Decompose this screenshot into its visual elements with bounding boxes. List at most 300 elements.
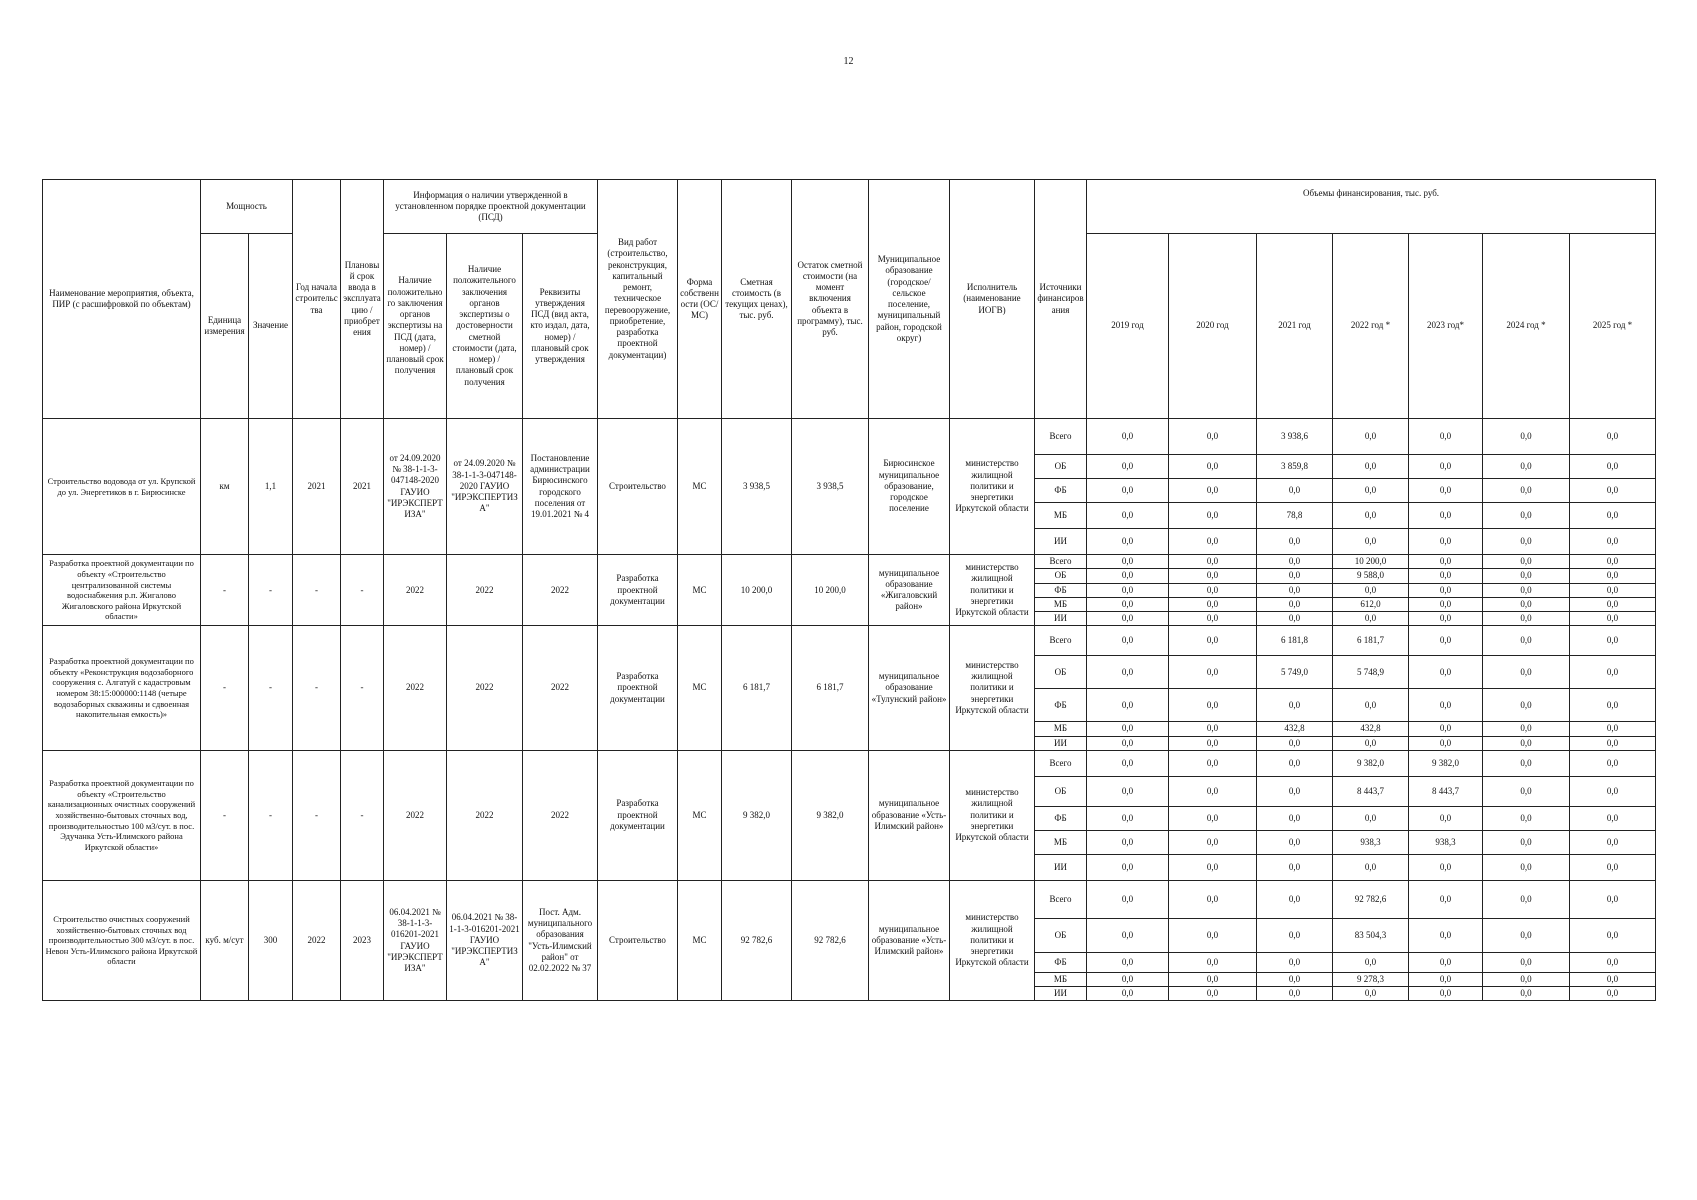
header-municipality: Муниципальное образование (городское/сельское поселение, муниципальный район, городской округ) — [869, 180, 950, 419]
funding-value: 0,0 — [1483, 555, 1570, 569]
funding-value: 78,8 — [1257, 503, 1333, 529]
funding-value: 0,0 — [1483, 880, 1570, 918]
funding-source: МБ — [1035, 722, 1087, 736]
planned-term-cell: - — [341, 555, 384, 626]
ownership-cell: МС — [678, 419, 722, 555]
funding-value: 0,0 — [1087, 419, 1169, 455]
header-psd-positive: Наличие положительного заключения органов экспертизы на ПСД (дата, номер) / плановый срок получения — [384, 234, 447, 419]
funding-value: 5 748,9 — [1333, 656, 1409, 689]
table-row — [43, 750, 1656, 776]
psd-requisites-cell: Постановление администрации Бирюсинского городского поселения от 19.01.2021 № 4 — [523, 419, 598, 555]
funding-value: 0,0 — [1570, 736, 1656, 750]
funding-source: МБ — [1035, 503, 1087, 529]
funding-value: 0,0 — [1169, 918, 1257, 952]
funding-value: 0,0 — [1333, 455, 1409, 479]
executor-cell: министерство жилищной политики и энергетики Иркутской области — [950, 555, 1035, 626]
funding-value: 0,0 — [1483, 529, 1570, 555]
header-year-start: Год начала строительства — [293, 180, 341, 419]
funding-value: 0,0 — [1483, 419, 1570, 455]
funding-value: 0,0 — [1169, 583, 1257, 597]
funding-value: 0,0 — [1087, 583, 1169, 597]
funding-value: 0,0 — [1409, 736, 1483, 750]
funding-value: 0,0 — [1169, 612, 1257, 626]
funding-value: 0,0 — [1409, 479, 1483, 503]
funding-value: 0,0 — [1409, 880, 1483, 918]
funding-value: 0,0 — [1087, 880, 1169, 918]
psd-reliability-cell: 2022 — [447, 555, 523, 626]
municipality-cell: муниципальное образование «Тулунский район» — [869, 626, 950, 751]
funding-value: 6 181,8 — [1257, 626, 1333, 656]
remaining-cost-cell: 92 782,6 — [792, 880, 869, 1001]
header-year-2020: 2020 год — [1169, 234, 1257, 419]
funding-source: ИИ — [1035, 854, 1087, 880]
funding-value: 0,0 — [1483, 626, 1570, 656]
funding-value: 5 749,0 — [1257, 656, 1333, 689]
header-executor: Исполнитель (наименование ИОГВ) — [950, 180, 1035, 419]
work-type-cell: Разработка проектной документации — [598, 750, 678, 880]
funding-value: 3 859,8 — [1257, 455, 1333, 479]
funding-value: 0,0 — [1087, 656, 1169, 689]
header-psd-reliability: Наличие положительного заключения органов экспертизы о достоверности сметной стоимости (дата, номер) / плановый срок получения — [447, 234, 523, 419]
funding-value: 3 938,6 — [1257, 419, 1333, 455]
funding-value: 0,0 — [1409, 806, 1483, 830]
header-capacity: Мощность — [201, 180, 293, 234]
object-name: Строительство очистных сооружений хозяйственно-бытовых сточных вод производительностью 300 м3/сут. в пос. Невон Усть-Илимского района Иркутской области — [43, 880, 201, 1001]
funding-source: ОБ — [1035, 569, 1087, 583]
funding-value: 0,0 — [1257, 736, 1333, 750]
work-type-cell: Разработка проектной документации — [598, 626, 678, 751]
header-source: Источники финансирования — [1035, 180, 1087, 419]
funding-value: 0,0 — [1409, 612, 1483, 626]
funding-value: 0,0 — [1333, 612, 1409, 626]
planned-term-cell: 2023 — [341, 880, 384, 1001]
funding-value: 0,0 — [1333, 806, 1409, 830]
funding-value: 0,0 — [1409, 987, 1483, 1001]
funding-value: 0,0 — [1169, 880, 1257, 918]
funding-source: МБ — [1035, 972, 1087, 986]
funding-source: ОБ — [1035, 455, 1087, 479]
funding-value: 0,0 — [1169, 569, 1257, 583]
funding-value: 8 443,7 — [1409, 776, 1483, 806]
funding-value: 0,0 — [1570, 626, 1656, 656]
funding-value: 0,0 — [1169, 656, 1257, 689]
funding-value: 0,0 — [1570, 830, 1656, 854]
psd-reliability-cell: 06.04.2021 № 38-1-1-3-016201-2021 ГАУИО "ИРЭКСПЕРТИЗА" — [447, 880, 523, 1001]
funding-value: 0,0 — [1483, 503, 1570, 529]
funding-value: 0,0 — [1409, 689, 1483, 722]
funding-value: 0,0 — [1570, 722, 1656, 736]
psd-requisites-cell: 2022 — [523, 626, 598, 751]
psd-positive-cell: 2022 — [384, 626, 447, 751]
funding-value: 432,8 — [1257, 722, 1333, 736]
municipality-cell: муниципальное образование «Усть-Илимский район» — [869, 880, 950, 1001]
funding-value: 0,0 — [1257, 479, 1333, 503]
funding-source: ОБ — [1035, 656, 1087, 689]
funding-value: 612,0 — [1333, 597, 1409, 611]
funding-value: 0,0 — [1257, 612, 1333, 626]
remaining-cost-cell: 10 200,0 — [792, 555, 869, 626]
funding-value: 0,0 — [1333, 854, 1409, 880]
funding-value: 0,0 — [1483, 722, 1570, 736]
funding-value: 0,0 — [1087, 722, 1169, 736]
work-type-cell: Разработка проектной документации — [598, 555, 678, 626]
funding-value: 0,0 — [1409, 455, 1483, 479]
ownership-cell: МС — [678, 626, 722, 751]
funding-source: Всего — [1035, 419, 1087, 455]
funding-value: 0,0 — [1570, 656, 1656, 689]
funding-value: 938,3 — [1333, 830, 1409, 854]
funding-value: 0,0 — [1257, 555, 1333, 569]
funding-source: Всего — [1035, 880, 1087, 918]
header-name: Наименование мероприятия, объекта, ПИР (с расшифровкой по объектам) — [43, 180, 201, 419]
funding-value: 9 382,0 — [1409, 750, 1483, 776]
value-cell: - — [249, 555, 293, 626]
funding-value: 0,0 — [1087, 918, 1169, 952]
remaining-cost-cell: 9 382,0 — [792, 750, 869, 880]
funding-value: 0,0 — [1087, 854, 1169, 880]
funding-value: 0,0 — [1483, 918, 1570, 952]
funding-value: 0,0 — [1257, 987, 1333, 1001]
executor-cell: министерство жилищной политики и энергетики Иркутской области — [950, 419, 1035, 555]
estimated-cost-cell: 92 782,6 — [722, 880, 792, 1001]
funding-value: 0,0 — [1169, 503, 1257, 529]
executor-cell: министерство жилищной политики и энергетики Иркутской области — [950, 750, 1035, 880]
funding-value: 0,0 — [1333, 689, 1409, 722]
funding-value: 0,0 — [1087, 479, 1169, 503]
header-planned-term: Плановый срок ввода в эксплуатацию / приобретения — [341, 180, 384, 419]
funding-value: 0,0 — [1483, 569, 1570, 583]
remaining-cost-cell: 6 181,7 — [792, 626, 869, 751]
funding-value: 0,0 — [1409, 583, 1483, 597]
executor-cell: министерство жилищной политики и энергетики Иркутской области — [950, 626, 1035, 751]
funding-value: 0,0 — [1087, 736, 1169, 750]
funding-value: 0,0 — [1169, 776, 1257, 806]
page-number: 12 — [843, 56, 854, 67]
year-start-cell: 2022 — [293, 880, 341, 1001]
funding-value: 0,0 — [1087, 830, 1169, 854]
funding-value: 6 181,7 — [1333, 626, 1409, 656]
planned-term-cell: - — [341, 750, 384, 880]
funding-value: 0,0 — [1570, 612, 1656, 626]
funding-value: 0,0 — [1169, 972, 1257, 986]
funding-value: 0,0 — [1169, 626, 1257, 656]
work-type-cell: Строительство — [598, 880, 678, 1001]
funding-value: 83 504,3 — [1333, 918, 1409, 952]
funding-value: 0,0 — [1570, 583, 1656, 597]
funding-value: 0,0 — [1483, 612, 1570, 626]
funding-value: 0,0 — [1570, 987, 1656, 1001]
header-year-2022: 2022 год * — [1333, 234, 1409, 419]
funding-table — [42, 179, 1656, 1001]
funding-value: 0,0 — [1409, 555, 1483, 569]
municipality-cell: Бирюсинское муниципальное образование, городское поселение — [869, 419, 950, 555]
funding-value: 0,0 — [1169, 419, 1257, 455]
funding-value: 0,0 — [1409, 656, 1483, 689]
funding-source: ИИ — [1035, 529, 1087, 555]
funding-value: 0,0 — [1570, 569, 1656, 583]
remaining-cost-cell: 3 938,5 — [792, 419, 869, 555]
funding-value: 0,0 — [1483, 597, 1570, 611]
funding-source: ФБ — [1035, 952, 1087, 972]
funding-value: 0,0 — [1409, 597, 1483, 611]
object-name: Строительство водовода от ул. Крупской до ул. Энергетиков в г. Бирюсинске — [43, 419, 201, 555]
funding-value: 0,0 — [1087, 776, 1169, 806]
funding-value: 0,0 — [1483, 972, 1570, 986]
psd-positive-cell: от 24.09.2020 № 38-1-1-3-047148-2020 ГАУИО "ИРЭКСПЕРТИЗА" — [384, 419, 447, 555]
funding-value: 0,0 — [1169, 830, 1257, 854]
value-cell: 300 — [249, 880, 293, 1001]
funding-value: 0,0 — [1409, 972, 1483, 986]
header-value: Значение — [249, 234, 293, 419]
funding-source: ОБ — [1035, 918, 1087, 952]
funding-value: 0,0 — [1570, 806, 1656, 830]
value-cell: - — [249, 626, 293, 751]
funding-value: 8 443,7 — [1333, 776, 1409, 806]
funding-value: 9 382,0 — [1333, 750, 1409, 776]
funding-value: 0,0 — [1257, 529, 1333, 555]
planned-term-cell: - — [341, 626, 384, 751]
funding-value: 0,0 — [1570, 750, 1656, 776]
funding-value: 0,0 — [1409, 626, 1483, 656]
header-year-2025: 2025 год * — [1570, 234, 1656, 419]
funding-value: 0,0 — [1087, 952, 1169, 972]
funding-value: 0,0 — [1169, 597, 1257, 611]
work-type-cell: Строительство — [598, 419, 678, 555]
header-year-2021: 2021 год — [1257, 234, 1333, 419]
funding-value: 0,0 — [1409, 854, 1483, 880]
funding-source: МБ — [1035, 597, 1087, 611]
funding-source: ФБ — [1035, 689, 1087, 722]
object-name: Разработка проектной документации по объекту «Реконструкция водозаборного сооружения с. Алгатуй с кадастровым номером 38:15:000000:1148 (четыре водозаборных скважины и сдвоенная накопительная емкость)» — [43, 626, 201, 751]
object-name: Разработка проектной документации по объекту «Строительство канализационных очистных сооружений хозяйственно-бытовых сточных вод, производительностью 100 м3/сут. в пос. Эдучанка Усть-Илимского района Иркутской области» — [43, 750, 201, 880]
header-funding: Объемы финансирования, тыс. руб. — [1087, 180, 1656, 234]
header-year-2024: 2024 год * — [1483, 234, 1570, 419]
funding-source: ОБ — [1035, 776, 1087, 806]
funding-value: 0,0 — [1409, 529, 1483, 555]
funding-value: 0,0 — [1257, 597, 1333, 611]
estimated-cost-cell: 3 938,5 — [722, 419, 792, 555]
funding-value: 0,0 — [1333, 583, 1409, 597]
funding-value: 0,0 — [1087, 569, 1169, 583]
funding-value: 0,0 — [1483, 455, 1570, 479]
funding-source: Всего — [1035, 555, 1087, 569]
funding-value: 0,0 — [1257, 806, 1333, 830]
funding-value: 0,0 — [1087, 612, 1169, 626]
funding-value: 938,3 — [1409, 830, 1483, 854]
funding-value: 0,0 — [1570, 555, 1656, 569]
psd-positive-cell: 06.04.2021 № 38-1-1-3-016201-2021 ГАУИО "ИРЭКСПЕРТИЗА" — [384, 880, 447, 1001]
funding-value: 0,0 — [1483, 736, 1570, 750]
funding-value: 0,0 — [1087, 455, 1169, 479]
value-cell: - — [249, 750, 293, 880]
funding-value: 9 588,0 — [1333, 569, 1409, 583]
funding-value: 0,0 — [1169, 479, 1257, 503]
funding-value: 0,0 — [1570, 854, 1656, 880]
municipality-cell: муниципальное образование «Усть-Илимский район» — [869, 750, 950, 880]
funding-value: 0,0 — [1087, 597, 1169, 611]
funding-value: 0,0 — [1169, 455, 1257, 479]
funding-value: 0,0 — [1570, 689, 1656, 722]
funding-value: 0,0 — [1333, 503, 1409, 529]
funding-value: 0,0 — [1483, 776, 1570, 806]
funding-value: 0,0 — [1257, 776, 1333, 806]
funding-value: 0,0 — [1257, 830, 1333, 854]
planned-term-cell: 2021 — [341, 419, 384, 555]
value-cell: 1,1 — [249, 419, 293, 555]
funding-value: 0,0 — [1257, 569, 1333, 583]
funding-value: 0,0 — [1483, 952, 1570, 972]
funding-value: 0,0 — [1409, 419, 1483, 455]
funding-source: МБ — [1035, 830, 1087, 854]
funding-value: 0,0 — [1087, 987, 1169, 1001]
unit-cell: - — [201, 626, 249, 751]
table-row — [43, 626, 1656, 656]
funding-value: 0,0 — [1257, 918, 1333, 952]
funding-value: 0,0 — [1169, 806, 1257, 830]
funding-value: 0,0 — [1169, 555, 1257, 569]
funding-value: 0,0 — [1483, 689, 1570, 722]
funding-source: ИИ — [1035, 736, 1087, 750]
funding-value: 0,0 — [1169, 736, 1257, 750]
funding-value: 0,0 — [1570, 776, 1656, 806]
funding-value: 0,0 — [1257, 880, 1333, 918]
year-start-cell: - — [293, 750, 341, 880]
funding-value: 0,0 — [1483, 750, 1570, 776]
object-name: Разработка проектной документации по объекту «Строительство централизованной системы водоснабжения р.п. Жигалово Жигаловского района Иркутской области» — [43, 555, 201, 626]
ownership-cell: МС — [678, 750, 722, 880]
psd-reliability-cell: от 24.09.2020 № 38-1-1-3-047148-2020 ГАУИО "ИРЭКСПЕРТИЗА" — [447, 419, 523, 555]
funding-source: ФБ — [1035, 479, 1087, 503]
funding-value: 0,0 — [1483, 830, 1570, 854]
funding-value: 0,0 — [1570, 597, 1656, 611]
ownership-cell: МС — [678, 880, 722, 1001]
funding-value: 0,0 — [1483, 854, 1570, 880]
header-year-2023: 2023 год* — [1409, 234, 1483, 419]
funding-value: 0,0 — [1257, 854, 1333, 880]
funding-value: 10 200,0 — [1333, 555, 1409, 569]
estimated-cost-cell: 6 181,7 — [722, 626, 792, 751]
funding-value: 0,0 — [1087, 555, 1169, 569]
funding-value: 0,0 — [1169, 854, 1257, 880]
table-row — [43, 880, 1656, 918]
funding-value: 0,0 — [1257, 972, 1333, 986]
funding-source: ИИ — [1035, 987, 1087, 1001]
header-unit: Единица измерения — [201, 234, 249, 419]
year-start-cell: - — [293, 555, 341, 626]
funding-value: 0,0 — [1483, 806, 1570, 830]
unit-cell: км — [201, 419, 249, 555]
funding-value: 0,0 — [1570, 880, 1656, 918]
funding-value: 0,0 — [1257, 689, 1333, 722]
header-psd-info: Информация о наличии утвержденной в установленном порядке проектной документации (ПСД) — [384, 180, 598, 234]
funding-value: 0,0 — [1570, 419, 1656, 455]
psd-requisites-cell: 2022 — [523, 555, 598, 626]
psd-reliability-cell: 2022 — [447, 750, 523, 880]
funding-value: 0,0 — [1483, 479, 1570, 503]
funding-value: 0,0 — [1483, 656, 1570, 689]
funding-source: Всего — [1035, 626, 1087, 656]
funding-value: 0,0 — [1169, 987, 1257, 1001]
funding-value: 0,0 — [1169, 722, 1257, 736]
ownership-cell: МС — [678, 555, 722, 626]
funding-value: 0,0 — [1409, 569, 1483, 583]
funding-value: 0,0 — [1087, 529, 1169, 555]
psd-positive-cell: 2022 — [384, 750, 447, 880]
funding-value: 9 278,3 — [1333, 972, 1409, 986]
funding-value: 0,0 — [1333, 419, 1409, 455]
funding-value: 0,0 — [1087, 750, 1169, 776]
funding-value: 0,0 — [1087, 503, 1169, 529]
psd-requisites-cell: 2022 — [523, 750, 598, 880]
funding-source: Всего — [1035, 750, 1087, 776]
funding-value: 0,0 — [1333, 987, 1409, 1001]
psd-requisites-cell: Пост. Адм. муниципального образования "Усть-Илимский район" от 02.02.2022 № 37 — [523, 880, 598, 1001]
header-estimated-cost: Сметная стоимость (в текущих ценах), тыс. руб. — [722, 180, 792, 419]
funding-value: 0,0 — [1169, 750, 1257, 776]
year-start-cell: - — [293, 626, 341, 751]
table-row — [43, 419, 1656, 455]
header-ownership: Форма собственности (ОС/МС) — [678, 180, 722, 419]
funding-value: 0,0 — [1570, 952, 1656, 972]
funding-value: 0,0 — [1333, 952, 1409, 972]
funding-value: 0,0 — [1483, 583, 1570, 597]
funding-source: ФБ — [1035, 583, 1087, 597]
unit-cell: - — [201, 555, 249, 626]
funding-value: 0,0 — [1570, 479, 1656, 503]
year-start-cell: 2021 — [293, 419, 341, 555]
funding-value: 0,0 — [1333, 736, 1409, 750]
funding-value: 0,0 — [1409, 952, 1483, 972]
funding-value: 0,0 — [1169, 529, 1257, 555]
funding-value: 432,8 — [1333, 722, 1409, 736]
funding-value: 0,0 — [1570, 529, 1656, 555]
funding-value: 0,0 — [1409, 918, 1483, 952]
funding-value: 0,0 — [1409, 503, 1483, 529]
funding-value: 0,0 — [1333, 479, 1409, 503]
funding-value: 0,0 — [1257, 583, 1333, 597]
header-year-2019: 2019 год — [1087, 234, 1169, 419]
funding-value: 0,0 — [1169, 689, 1257, 722]
estimated-cost-cell: 10 200,0 — [722, 555, 792, 626]
funding-value: 0,0 — [1570, 972, 1656, 986]
funding-value: 0,0 — [1257, 952, 1333, 972]
unit-cell: - — [201, 750, 249, 880]
psd-reliability-cell: 2022 — [447, 626, 523, 751]
funding-value: 92 782,6 — [1333, 880, 1409, 918]
funding-source: ФБ — [1035, 806, 1087, 830]
header-work-type: Вид работ (строительство, реконструкция, капитальный ремонт, техническое перевооружение, приобретение, разработка проектной документации) — [598, 180, 678, 419]
funding-value: 0,0 — [1087, 806, 1169, 830]
estimated-cost-cell: 9 382,0 — [722, 750, 792, 880]
executor-cell: министерство жилищной политики и энергетики Иркутской области — [950, 880, 1035, 1001]
funding-value: 0,0 — [1087, 689, 1169, 722]
municipality-cell: муниципальное образование «Жигаловский район» — [869, 555, 950, 626]
header-remaining-cost: Остаток сметной стоимости (на момент включения объекта в программу), тыс. руб. — [792, 180, 869, 419]
funding-value: 0,0 — [1257, 750, 1333, 776]
unit-cell: куб. м/сут — [201, 880, 249, 1001]
header-psd-requisites: Реквизиты утверждения ПСД (вид акта, кто издал, дата, номер) / плановый срок утверждения — [523, 234, 598, 419]
funding-value: 0,0 — [1087, 626, 1169, 656]
table-row — [43, 555, 1656, 569]
psd-positive-cell: 2022 — [384, 555, 447, 626]
funding-value: 0,0 — [1483, 987, 1570, 1001]
funding-value: 0,0 — [1333, 529, 1409, 555]
funding-value: 0,0 — [1570, 918, 1656, 952]
funding-value: 0,0 — [1169, 952, 1257, 972]
funding-value: 0,0 — [1570, 455, 1656, 479]
funding-source: ИИ — [1035, 612, 1087, 626]
funding-value: 0,0 — [1570, 503, 1656, 529]
